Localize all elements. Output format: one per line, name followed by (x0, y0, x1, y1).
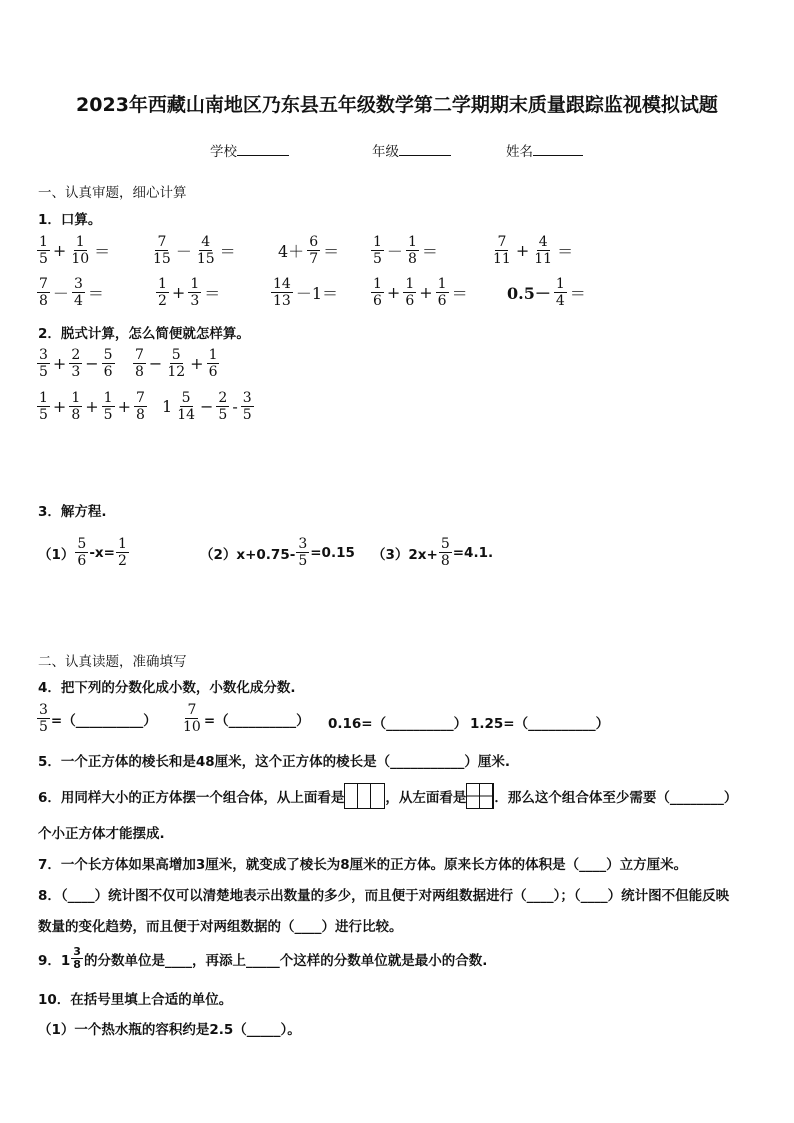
q5: 5．一个正方体的棱长和是48厘米，这个正方体的棱长是（___________）厘米. (38, 754, 511, 770)
q1-r2-c: 14 13 －1＝ (273, 276, 339, 309)
section-2-heading: 二、认真读题，准确填写 (38, 654, 187, 670)
left-view-grid (466, 783, 494, 809)
q2-e3: 1 5 + $\frac{1}{8}$ + $\frac{1}{5}$ + $\frac{7}{8}$ (39, 390, 145, 423)
q1-r2-a: 7 8 － 3 4 ＝ (39, 276, 104, 309)
q2-e1: 3 5 + $\frac{2}{3}$ − $\frac{5}{6}$ (39, 347, 113, 380)
page-title: 2023年西藏山南地区乃东县五年级数学第二学期期末质量跟踪监视模拟试题 (76, 94, 718, 116)
q6-line2: 个小正方体才能摆成. (38, 826, 165, 842)
q1-r1-e: 7 11 + $\frac{4}{11}$ ＝ (493, 234, 574, 267)
name-label: 姓名 (506, 144, 533, 160)
q1-r1-d: 1 5 － 1 8 ＝ (373, 234, 438, 267)
q2-e4: 1 5 14 − $\frac{2}{5}$ - 3 5 (162, 390, 252, 423)
grade-label: 年级 (372, 144, 399, 160)
q4-label: 4．把下列的分数化成小数，小数化成分数. (38, 680, 296, 696)
section-1-heading: 一、认真审题，细心计算 (38, 185, 187, 201)
q2-e2: 7 8 − $\frac{5}{12}$ + $\frac{1}{6}$ (135, 347, 218, 380)
q1-r1-a: 1 5 + $\frac{1}{10}$ ＝ (39, 234, 111, 267)
grade-field[interactable] (372, 140, 451, 160)
q8-line2: 数量的变化趋势，而且便于对两组数据的（____）进行比较。 (38, 919, 403, 935)
q4-c: 0.16=（__________） (328, 716, 468, 732)
q1-r1-b: 7 15 － 4 15 ＝ (153, 234, 236, 267)
q1-r2-b: 1 2 + $\frac{1}{3}$ ＝ (158, 276, 221, 309)
q7: 7．一个长方体如果高增加3厘米，就变成了棱长为8厘米的正方体。原来长方体的体积是（____）立方厘米。 (38, 857, 688, 873)
q4-b: $\frac{7}{10}$ =（__________） (183, 702, 310, 735)
name-field[interactable] (506, 140, 583, 160)
q10-p1: （1）一个热水瓶的容积约是2.5（_____）。 (38, 1022, 301, 1038)
q8-line1: 8．（____）统计图不仅可以清楚地表示出数量的多少，而且便于对两组数据进行（____）；（____）统计图不但能反映 (38, 888, 730, 904)
q2-label: 2．脱式计算，怎么简便就怎样算。 (38, 326, 250, 342)
q3-p3: （3）2x+ $\frac{5}{8}$ =4.1. (372, 536, 494, 569)
q4-a: $\frac{3}{5}$ =（__________） (39, 702, 157, 735)
q6-line1: 6．用同样大小的正方体摆一个组合体，从上面看是 ，从左面看是 ．那么这个组合体至少需要（________） (38, 783, 737, 809)
q3-label: 3．解方程. (38, 504, 107, 520)
q3-p2: （2）x+0.75- $\frac{3}{5}$ =0.15 (200, 536, 355, 569)
school-label: 学校 (210, 144, 237, 160)
q1-label: 1．口算。 (38, 212, 102, 228)
top-view-grid (344, 783, 385, 809)
q1-r2-e: 0.5－ 1 4 ＝ (507, 276, 586, 309)
q1-r2-d: 1 6 + $\frac{1}{6}$ + $\frac{1}{6}$ ＝ (373, 276, 468, 309)
q4-d: 1.25=（__________） (470, 716, 610, 732)
q1-r1-c: 4＋ 6 7 ＝ (278, 234, 340, 267)
q10-label: 10．在括号里填上合适的单位。 (38, 992, 233, 1008)
q3-p1: （1） 5 6 -x= $\frac{1}{2}$ (38, 536, 127, 569)
school-field[interactable] (210, 140, 289, 160)
q9: 9．1 3 8 的分数单位是____，再添上_____个这样的分数单位就是最小的合数. (38, 945, 488, 971)
